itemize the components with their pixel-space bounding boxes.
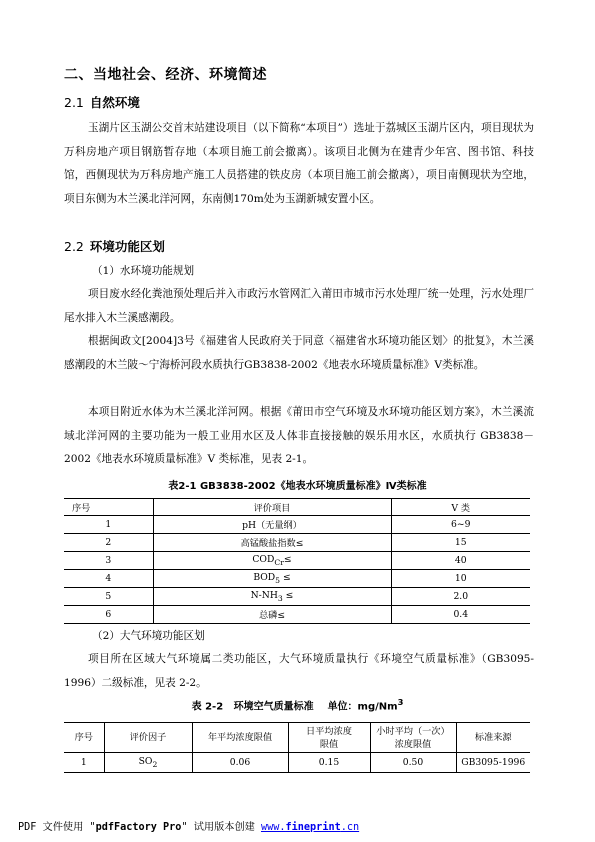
- cell-item: 总磷≤: [153, 606, 391, 624]
- cell-value: 15: [391, 534, 530, 552]
- table-row: [64, 606, 530, 624]
- paragraph-wastewater: 项目废水经化粪池预处理后并入市政污水管网汇入莆田市城市污水处理厂统一处理，污水处理厂尾水排入木兰溪感潮段。: [64, 288, 534, 324]
- cell-value: 0.4: [391, 606, 530, 624]
- column-header: 日平均浓度 限值: [288, 723, 370, 753]
- cell-hourly: 0.50: [370, 753, 456, 773]
- table-row: [64, 552, 530, 570]
- cell-value: 40: [391, 552, 530, 570]
- heading-text: 环境功能区划: [89, 239, 165, 254]
- table2-caption: 表 2-2 环境空气质量标准 单位：mg/Nm$^3$: [191, 697, 404, 713]
- table-row: [64, 534, 530, 552]
- heading-number: 2.2: [64, 239, 84, 254]
- cell-source: GB3095-1996: [456, 753, 530, 773]
- cell-no: 2: [64, 534, 153, 552]
- heading-function-zoning: [64, 237, 165, 255]
- column-header: V 类: [391, 499, 530, 516]
- cell-item: 高锰酸盐指数≤: [153, 534, 391, 552]
- heading-text: 自然环境: [89, 95, 140, 110]
- cell-value: 10: [391, 570, 530, 588]
- paragraph-air-standard: 项目所在区域大气环境属二类功能区，大气环境质量执行《环境空气质量标准》（GB3095-1996）二级标准，见表 2-2。: [64, 653, 534, 689]
- cell-value: 2.0: [391, 588, 530, 606]
- subheading-water: （1）水环境功能规划: [92, 265, 195, 277]
- cell-factor: $SO_2$: [104, 753, 192, 773]
- air-quality-standard-table: [64, 722, 530, 773]
- column-header: 评价因子: [104, 723, 192, 753]
- product-name: pdfFactory Pro: [95, 822, 182, 833]
- table-row: [64, 588, 530, 606]
- cell-item: $BOD_5$ ≤: [153, 570, 391, 588]
- heading-number: 2.1: [64, 95, 84, 110]
- pdf-footer: PDF 文件使用 "pdfFactory Pro" 试用版本创建 www.fineprint.cn: [18, 822, 360, 833]
- surface-water-standard-table: [64, 498, 530, 624]
- column-header: 序号: [64, 499, 153, 516]
- table-header-row: [64, 723, 530, 753]
- table-row: [64, 570, 530, 588]
- section-title: 二、当地社会、经济、环境简述: [64, 67, 267, 83]
- cell-no: 4: [64, 570, 153, 588]
- fineprint-link[interactable]: www.fineprint.cn: [260, 822, 360, 833]
- column-header: 标准来源: [456, 723, 530, 753]
- paragraph-water-standard: 根据闽政文[2004]3号《福建省人民政府关于同意〈福建省水环境功能区划〉的批复》，木兰溪感潮段的木兰陂～宁海桥河段水质执行GB3838-2002《地表水环境质量标准》V类标准。: [64, 335, 534, 371]
- table-header-row: [64, 499, 530, 516]
- paragraph-water-body: 本项目附近水体为木兰溪北洋河网。根据《莆田市空气环境及水环境功能区划方案》，木兰溪流域北洋河网的主要功能为一般工业用水区及人体非直接接触的娱乐用水区，水质执行 GB3838－2002《地表水环境质量标准》V 类标准，见表 2-1。: [64, 406, 534, 465]
- cell-item: $COD_{Cr}\le$: [153, 552, 391, 570]
- table-row: [64, 516, 530, 534]
- cell-item: pH（无量纲）: [153, 516, 391, 534]
- cell-item: $N-NH_3$ ≤: [153, 588, 391, 606]
- column-header: 小时平均（一次） 浓度限值: [370, 723, 456, 753]
- heading-natural-environment: [64, 93, 140, 111]
- column-header: 年平均浓度限值: [192, 723, 288, 753]
- cell-no: 1: [64, 753, 104, 773]
- cell-annual: 0.06: [192, 753, 288, 773]
- cell-no: 1: [64, 516, 153, 534]
- cell-no: 5: [64, 588, 153, 606]
- table-row: [64, 753, 530, 773]
- paragraph-site-description: 玉湖片区玉湖公交首末站建设项目（以下简称“本项目”）选址于荔城区玉湖片区内，项目现状为万科房地产项目钢筋暂存地（本项目施工前会撤离）。该项目北侧为在建青少年宫、图书馆、科技馆，西侧现状为万科房地产施工人员搭建的铁皮房（本项目施工前会撤离），项目南侧现状为空地，项目东侧为木兰溪北洋河网，东南侧170m处为玉湖新城安置小区。: [64, 122, 534, 205]
- table1-caption: 表2-1 GB3838-2002《地表水环境质量标准》Ⅳ类标准: [168, 481, 427, 492]
- cell-daily: 0.15: [288, 753, 370, 773]
- subheading-air: （2）大气环境功能区划: [92, 630, 205, 642]
- cell-no: 3: [64, 552, 153, 570]
- cell-no: 6: [105, 609, 112, 620]
- cell-value: 6~9: [391, 516, 530, 534]
- column-header: 评价项目: [153, 499, 391, 516]
- column-header: 序号: [64, 723, 104, 753]
